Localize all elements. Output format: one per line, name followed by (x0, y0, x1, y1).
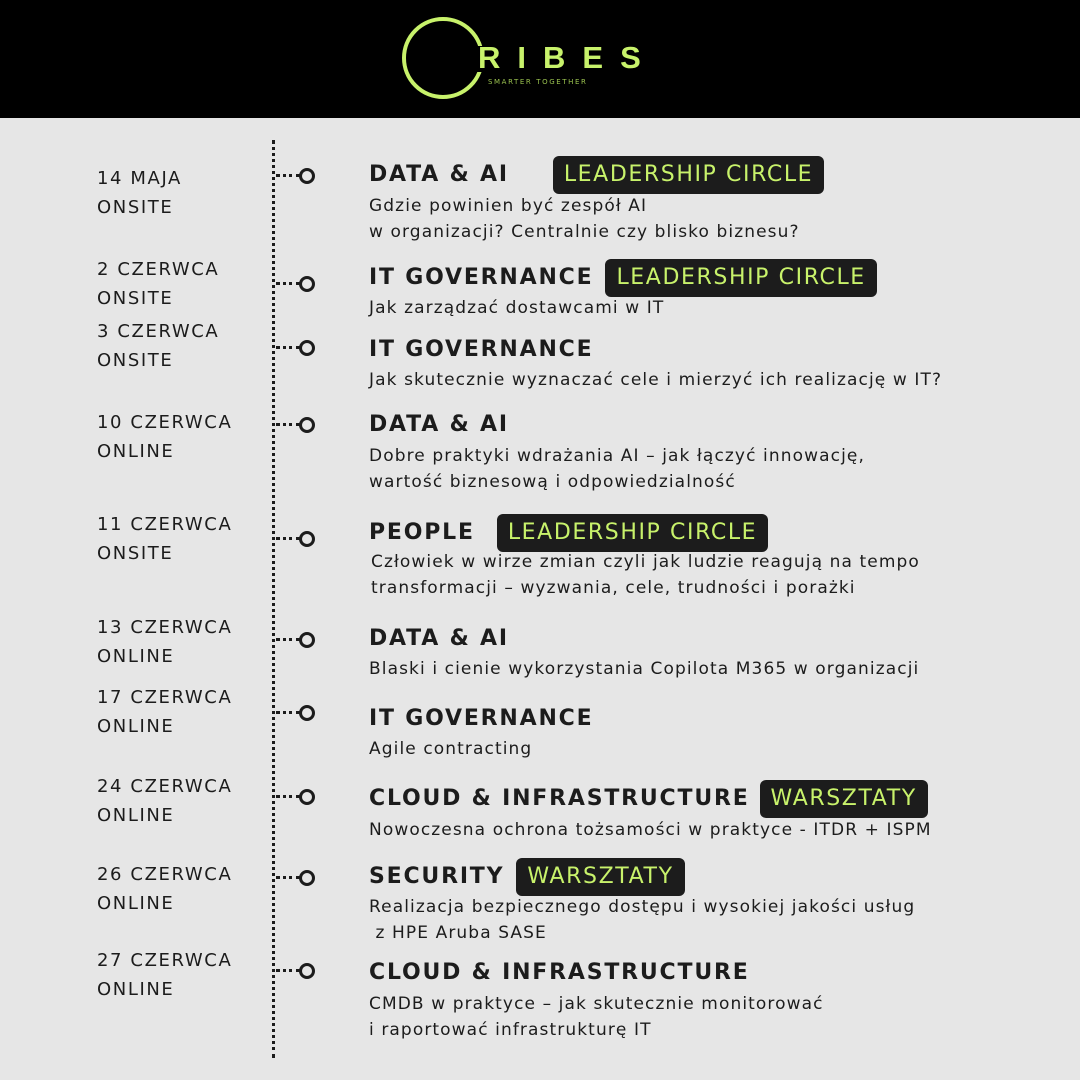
event-date: 10 CZERWCA (97, 412, 233, 433)
event-badge: LEADERSHIP CIRCLE (497, 514, 768, 552)
event-date: 26 CZERWCA (97, 864, 233, 885)
timeline-node-icon (276, 168, 316, 184)
event-description-line: Gdzie powinien być zespół AI (369, 196, 648, 216)
event-title: IT GOVERNANCE (369, 265, 594, 290)
timeline-node-icon (276, 870, 316, 886)
event-date-block (97, 255, 219, 313)
event-title: IT GOVERNANCE (369, 706, 594, 731)
event-title: CLOUD & INFRASTRUCTURE (369, 786, 750, 811)
event-title: CLOUD & INFRASTRUCTURE (369, 960, 750, 985)
event-title: PEOPLE (369, 520, 475, 545)
event-title: DATA & AI (369, 412, 509, 437)
timeline-node-icon (276, 632, 316, 648)
event-description (369, 736, 532, 762)
event-date-block (97, 772, 232, 830)
event-badge: WARSZTATY (516, 858, 684, 896)
event-title: DATA & AI (369, 162, 509, 187)
event-description (369, 817, 932, 843)
event-date: 13 CZERWCA (97, 617, 233, 638)
brand-tagline: SMARTER TOGETHER (488, 78, 588, 86)
event-date: 11 CZERWCA (97, 514, 233, 535)
timeline-node-icon (276, 531, 316, 547)
event-mode: ONSITE (97, 288, 174, 309)
event-description-line: w organizacji? Centralnie czy blisko biznesu? (369, 222, 800, 242)
event-description-line: Człowiek w wirze zmian czyli jak ludzie reagują na tempo (371, 552, 920, 572)
event-description-line: z HPE Aruba SASE (369, 923, 547, 943)
event-date-block (97, 946, 232, 1004)
brand-title: RIBES (478, 40, 658, 75)
event-mode: ONLINE (97, 979, 175, 1000)
event-mode: ONLINE (97, 716, 175, 737)
timeline-node-icon (276, 417, 316, 433)
event-description (369, 367, 942, 393)
event-date: 27 CZERWCA (97, 950, 233, 971)
event-date-block (97, 164, 182, 222)
event-date: 24 CZERWCA (97, 776, 233, 797)
timeline-line (272, 140, 275, 1058)
event-description (369, 193, 800, 245)
header-bar (0, 0, 1080, 118)
event-date-block (97, 613, 232, 671)
event-description (369, 894, 915, 946)
event-description-line: Blaski i cienie wykorzystania Copilota M365 w organizacji (369, 659, 920, 679)
event-description-line: CMDB w praktyce – jak skutecznie monitorować (369, 994, 824, 1014)
event-description (371, 549, 920, 601)
timeline-node-icon (276, 276, 316, 292)
event-mode: ONLINE (97, 805, 175, 826)
event-description (369, 656, 919, 682)
event-description-line: Dobre praktyki wdrażania AI – jak łączyć innowację, (369, 446, 865, 466)
event-mode: ONLINE (97, 893, 175, 914)
event-description-line: Jak zarządzać dostawcami w IT (369, 298, 665, 318)
timeline-node-icon (276, 963, 316, 979)
event-date-block (97, 683, 232, 741)
event-mode: ONSITE (97, 350, 174, 371)
event-description-line: Realizacja bezpiecznego dostępu i wysokiej jakości usług (369, 897, 916, 917)
event-title: IT GOVERNANCE (369, 337, 594, 362)
event-description-line: Jak skutecznie wyznaczać cele i mierzyć ich realizację w IT? (369, 370, 943, 390)
event-mode: ONSITE (97, 197, 174, 218)
event-title: SECURITY (369, 864, 505, 889)
event-date: 17 CZERWCA (97, 687, 233, 708)
event-badge: LEADERSHIP CIRCLE (553, 156, 824, 194)
event-mode: ONLINE (97, 441, 175, 462)
timeline-node-icon (276, 705, 316, 721)
event-description-line: Agile contracting (369, 739, 533, 759)
event-date-block (97, 317, 219, 375)
event-description (369, 443, 865, 495)
event-date-block (97, 510, 232, 568)
event-badge: WARSZTATY (760, 780, 928, 818)
event-date: 2 CZERWCA (97, 259, 220, 280)
timeline-node-icon (276, 340, 316, 356)
event-description (369, 991, 824, 1043)
event-date: 3 CZERWCA (97, 321, 220, 342)
event-description-line: wartość biznesową i odpowiedzialność (369, 472, 736, 492)
event-badge: LEADERSHIP CIRCLE (605, 259, 876, 297)
timeline-node-icon (276, 789, 316, 805)
event-date-block (97, 860, 232, 918)
event-description-line: i raportować infrastrukturę IT (369, 1020, 652, 1040)
event-title: DATA & AI (369, 626, 509, 651)
event-date: 14 MAJA (97, 168, 182, 189)
event-description-line: Nowoczesna ochrona tożsamości w praktyce - ITDR + ISPM (369, 820, 932, 840)
event-description (369, 295, 664, 321)
event-description-line: transformacji – wyzwania, cele, trudności i porażki (371, 578, 856, 598)
event-date-block (97, 408, 232, 466)
event-mode: ONSITE (97, 543, 174, 564)
event-mode: ONLINE (97, 646, 175, 667)
